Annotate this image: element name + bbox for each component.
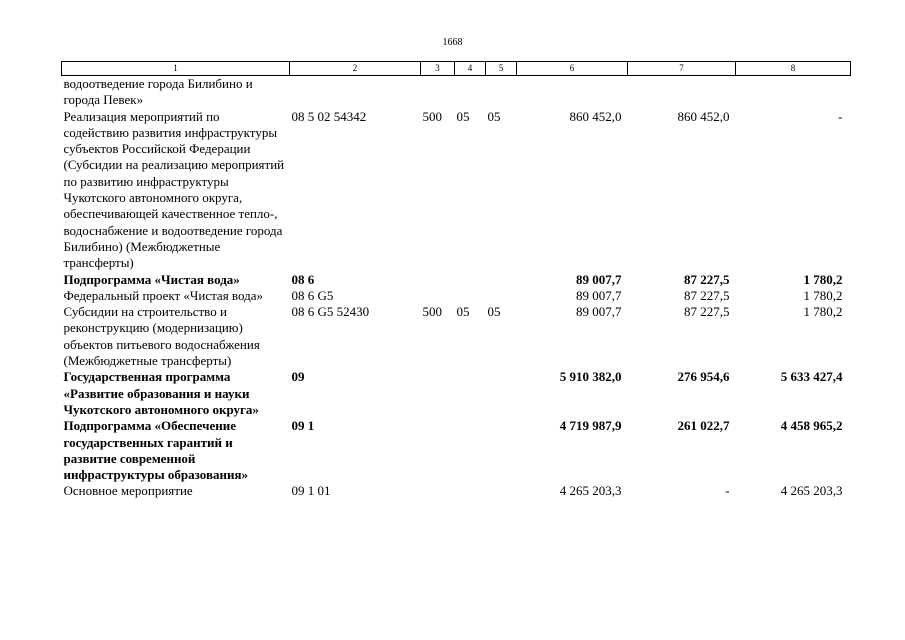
table-header bbox=[62, 62, 851, 76]
table-row bbox=[62, 418, 851, 483]
column-number-8: 8 bbox=[736, 62, 851, 76]
row-value-col7: 276 954,6 bbox=[677, 369, 730, 385]
row-col5 bbox=[486, 76, 517, 109]
row-col4 bbox=[455, 418, 486, 483]
row-value-col6: 4 265 203,3 bbox=[559, 483, 622, 499]
row-name: Основное мероприятие bbox=[63, 483, 193, 499]
row-value-col7: 261 022,7 bbox=[677, 418, 730, 434]
row-code: 08 6 bbox=[291, 271, 315, 287]
row-value-col6: 860 452,0 bbox=[569, 108, 622, 124]
row-value-col6: 89 007,7 bbox=[576, 304, 622, 320]
row-value-col8: - bbox=[838, 108, 843, 124]
row-value-col7: 87 227,5 bbox=[684, 271, 730, 287]
column-number-row bbox=[62, 62, 851, 76]
row-col4: 05 bbox=[456, 304, 470, 320]
row-value-col6 bbox=[517, 76, 628, 109]
row-name: Подпрограмма «Чистая вода» bbox=[63, 271, 240, 287]
page-number: 1668 bbox=[442, 37, 463, 48]
row-value-col7: 87 227,5 bbox=[684, 287, 730, 303]
row-code: 08 6 G5 52430 bbox=[291, 304, 370, 320]
row-value-col7: 87 227,5 bbox=[684, 304, 730, 320]
row-col3 bbox=[421, 418, 455, 483]
table-row bbox=[62, 109, 851, 272]
row-value-col8: 5 633 427,4 bbox=[780, 369, 843, 385]
table-row bbox=[62, 369, 851, 418]
row-value-col7: - bbox=[725, 483, 730, 499]
row-col3 bbox=[421, 483, 455, 499]
row-name: Субсидии на строительство и реконструкцию (модернизацию) объектов питьевого водоснабжения (Межбюджетные трансферты) bbox=[63, 304, 260, 369]
row-col3 bbox=[421, 272, 455, 288]
row-value-col6: 89 007,7 bbox=[576, 271, 622, 287]
row-value-col7: 860 452,0 bbox=[677, 108, 730, 124]
column-number-3: 3 bbox=[421, 62, 455, 76]
row-col4 bbox=[455, 483, 486, 499]
row-value-col6: 5 910 382,0 bbox=[559, 369, 622, 385]
row-name: водоотведение города Билибино и города Певек» bbox=[63, 76, 253, 108]
table-row bbox=[62, 483, 851, 499]
column-number-7: 7 bbox=[628, 62, 736, 76]
row-value-col8 bbox=[736, 76, 851, 109]
row-code: 09 1 01 bbox=[291, 483, 331, 499]
row-col3 bbox=[421, 76, 455, 109]
row-name: Подпрограмма «Обеспечение государственных гарантий и развитие современной инфраструктуры образования» bbox=[63, 418, 249, 483]
row-name: Федеральный проект «Чистая вода» bbox=[63, 287, 263, 303]
budget-table bbox=[61, 61, 851, 500]
row-col5 bbox=[486, 272, 517, 288]
row-col4 bbox=[455, 76, 486, 109]
row-col4: 05 bbox=[456, 108, 470, 124]
row-col5 bbox=[486, 369, 517, 418]
table-row bbox=[62, 272, 851, 288]
row-value-col6: 4 719 987,9 bbox=[559, 418, 622, 434]
row-code: 08 6 G5 bbox=[291, 287, 334, 303]
column-number-1: 1 bbox=[62, 62, 290, 76]
row-value-col8: 4 265 203,3 bbox=[780, 483, 843, 499]
row-col3 bbox=[421, 369, 455, 418]
row-name: Государственная программа «Развитие образования и науки Чукотского автономного округа» bbox=[63, 369, 259, 417]
row-code: 09 1 bbox=[291, 418, 315, 434]
row-value-col8: 1 780,2 bbox=[803, 287, 843, 303]
row-name: Реализация мероприятий по содействию развития инфраструктуры субъектов Российской Федерации (Субсидии на реализацию мероприятий по развитию инфраструктуры Чукотского автономного округа, обеспечивающей качественное тепло-, водоснабжение и водоотведение города Билибино) (Межбюджетные трансферты) bbox=[63, 108, 285, 271]
row-col5 bbox=[486, 483, 517, 499]
column-number-6: 6 bbox=[517, 62, 628, 76]
row-col5: 05 bbox=[487, 108, 501, 124]
row-col4 bbox=[455, 288, 486, 304]
row-value-col8: 1 780,2 bbox=[803, 271, 843, 287]
column-number-5: 5 bbox=[486, 62, 517, 76]
row-value-col7 bbox=[628, 76, 736, 109]
row-col4 bbox=[455, 272, 486, 288]
row-col3 bbox=[421, 288, 455, 304]
row-value-col8: 4 458 965,2 bbox=[780, 418, 843, 434]
table-row bbox=[62, 304, 851, 369]
column-number-4: 4 bbox=[455, 62, 486, 76]
column-number-2: 2 bbox=[290, 62, 421, 76]
table-row bbox=[62, 76, 851, 109]
row-col5: 05 bbox=[487, 304, 501, 320]
row-code: 09 bbox=[291, 369, 305, 385]
row-col4 bbox=[455, 369, 486, 418]
table-row bbox=[62, 288, 851, 304]
row-code: 08 5 02 54342 bbox=[291, 108, 367, 124]
row-col5 bbox=[486, 418, 517, 483]
row-col3: 500 bbox=[422, 304, 442, 320]
table-body bbox=[62, 76, 851, 500]
row-col3: 500 bbox=[422, 108, 442, 124]
row-value-col8: 1 780,2 bbox=[803, 304, 843, 320]
row-col5 bbox=[486, 288, 517, 304]
row-code bbox=[290, 76, 421, 109]
row-value-col6: 89 007,7 bbox=[576, 287, 622, 303]
